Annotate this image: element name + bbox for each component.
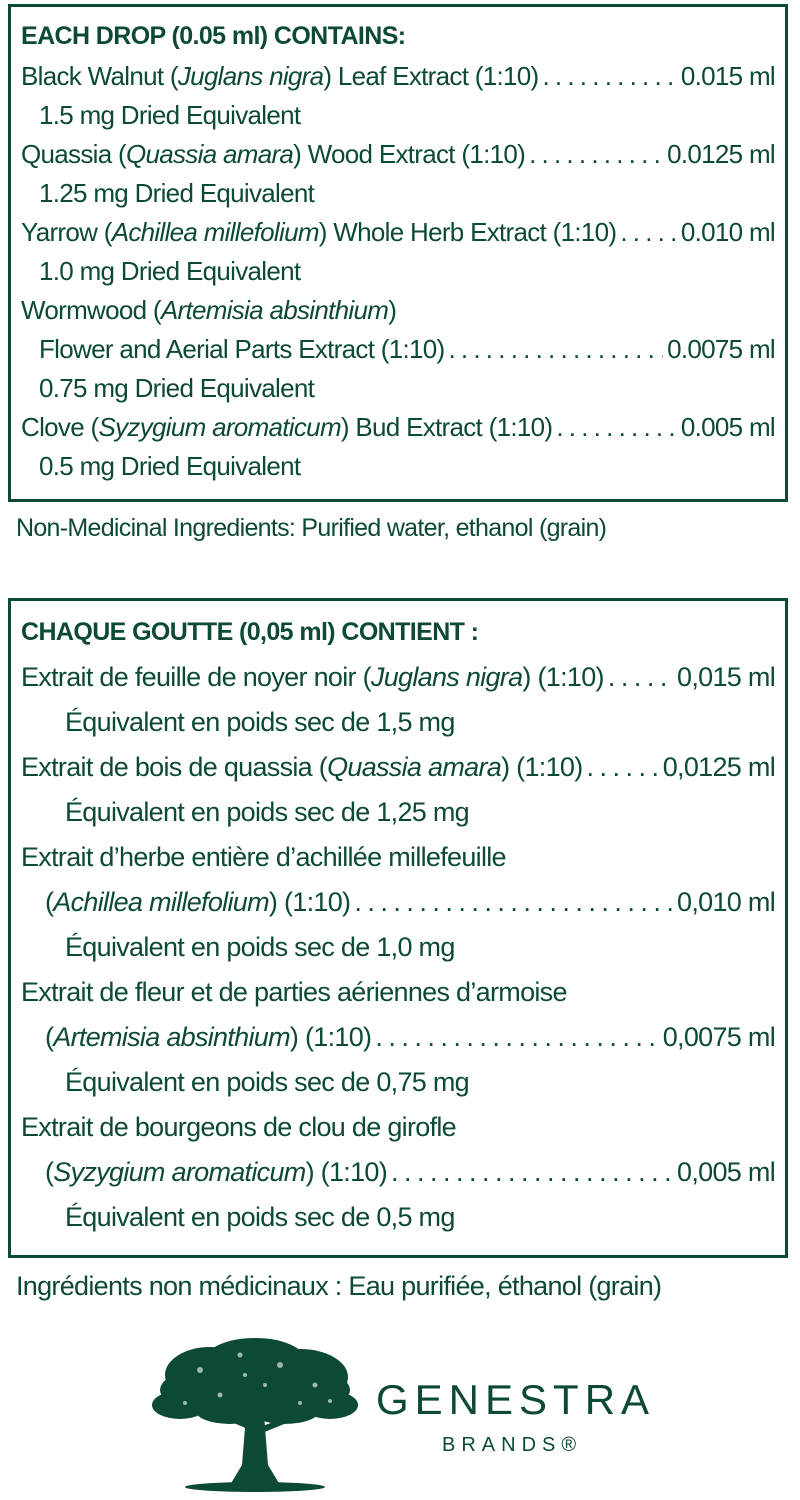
latin-name: Quassia amara <box>327 752 502 782</box>
ingredient-amount: 0.0125 ml <box>667 139 775 169</box>
ingredient-name: Extrait de bois de quassia ( <box>21 752 328 782</box>
ingredient-amount: 0.015 ml <box>680 61 775 91</box>
ingredient-row <box>21 135 775 174</box>
ingredient-row <box>21 57 775 96</box>
ingredient-name: ) <box>388 295 397 325</box>
dot-leader <box>391 1150 673 1195</box>
dried-equivalent: Équivalent en poids sec de 1,5 mg <box>65 707 455 737</box>
ingredient-row-continued <box>21 330 775 369</box>
ingredient-name: Clove ( <box>21 412 99 442</box>
dot-leader <box>608 655 673 700</box>
brand-subtitle: BRANDS® <box>442 1434 583 1456</box>
ingredient-name: Black Walnut ( <box>21 61 178 91</box>
dried-equivalent: Équivalent en poids sec de 1,0 mg <box>65 932 455 962</box>
ingredient-name: ) Wood Extract (1:10) <box>293 139 526 169</box>
latin-name: Syzygium aromaticum <box>53 1157 306 1187</box>
ingredient-amount: 0,0125 ml <box>662 752 775 782</box>
dried-equivalent: 1.5 mg Dried Equivalent <box>39 100 301 130</box>
ingredient-amount: 0.005 ml <box>680 412 775 442</box>
ingredient-amount: 0.0075 ml <box>667 334 775 364</box>
dried-equivalent: 0.75 mg Dried Equivalent <box>39 373 315 403</box>
brand-name: GENESTRA <box>376 1376 656 1423</box>
ingredient-name: Yarrow ( <box>21 217 112 247</box>
brand-logo <box>150 1335 670 1495</box>
oak-tree-icon <box>150 1335 360 1495</box>
latin-name: Achillea millefolium <box>111 217 319 247</box>
ingredient-name: ) Bud Extract (1:10) <box>340 412 553 442</box>
french-ingredients-panel <box>8 598 788 1258</box>
latin-name: Artemisia absinthium <box>160 295 389 325</box>
ingredient-row-continued: (Syzygium aromaticum) (1:10) . . . 0,005 ml <box>21 1150 775 1195</box>
dried-equivalent: Équivalent en poids sec de 1,25 mg <box>65 797 469 827</box>
ingredient-name: Wormwood ( <box>21 295 161 325</box>
ingredient-amount: 0,005 ml <box>677 1157 775 1187</box>
dot-leader <box>587 745 659 790</box>
dot-leader <box>375 1015 658 1060</box>
dried-equivalent: Équivalent en poids sec de 0,5 mg <box>65 1202 455 1232</box>
ingredient-name: ) (1:10) <box>501 752 583 782</box>
non-medicinal-ingredients-fr: Ingrédients non médicinaux : Eau purifiée, éthanol (grain) <box>16 1271 662 1301</box>
ingredient-row <box>21 213 775 252</box>
ingredient-name: Quassia ( <box>21 139 126 169</box>
latin-name: Juglans nigra <box>177 61 324 91</box>
dried-equivalent: Équivalent en poids sec de 0,75 mg <box>65 1067 469 1097</box>
ingredient-name: Flower and Aerial Parts Extract (1:10) <box>39 334 445 364</box>
ingredient-row <box>21 970 775 1015</box>
latin-name: Quassia amara <box>125 139 294 169</box>
latin-name: Syzygium aromaticum <box>98 412 341 442</box>
ingredient-name: Extrait d’herbe entière d’achillée millefeuille <box>21 842 506 872</box>
english-heading: EACH DROP (0.05 ml) CONTAINS: <box>21 22 406 50</box>
non-medicinal-ingredients-en: Non-Medicinal Ingredients: Purified water, ethanol (grain) <box>16 514 607 542</box>
latin-name: Artemisia absinthium <box>53 1022 290 1052</box>
dried-equivalent: 0.5 mg Dried Equivalent <box>39 451 301 481</box>
dot-leader <box>529 135 663 174</box>
ingredient-amount: 0.010 ml <box>680 217 775 247</box>
dried-equivalent: 1.25 mg Dried Equivalent <box>39 178 315 208</box>
english-ingredients-panel <box>8 4 788 502</box>
french-heading: CHAQUE GOUTTE (0,05 ml) CONTIENT : <box>21 618 479 646</box>
ingredient-name: ) Leaf Extract (1:10) <box>323 61 539 91</box>
ingredient-row <box>21 1105 775 1150</box>
dot-leader <box>542 57 676 96</box>
dot-leader <box>556 408 677 447</box>
ingredient-row <box>21 291 775 330</box>
ingredient-row <box>21 655 775 700</box>
ingredient-row <box>21 745 775 790</box>
ingredient-name: ) Whole Herb Extract (1:10) <box>318 217 617 247</box>
ingredient-row-continued: (Achillea millefolium) (1:10) . . . 0,010 ml <box>21 880 775 925</box>
ingredient-amount: 0,010 ml <box>677 887 775 917</box>
ingredient-amount: 0,015 ml <box>677 662 775 692</box>
ingredient-name: ) (1:10) <box>522 662 604 692</box>
ingredient-row-continued: (Artemisia absinthium) (1:10) . . . 0,0075 ml <box>21 1015 775 1060</box>
latin-name: Achillea millefolium <box>53 887 269 917</box>
latin-name: Juglans nigra <box>370 662 523 692</box>
ingredient-name: Extrait de fleur et de parties aériennes d’armoise <box>21 977 567 1007</box>
dot-leader <box>620 213 677 252</box>
ingredient-row <box>21 835 775 880</box>
ingredient-amount: 0,0075 ml <box>662 1022 775 1052</box>
ingredient-row <box>21 408 775 447</box>
ingredient-name: Extrait de bourgeons de clou de girofle <box>21 1112 456 1142</box>
dot-leader <box>448 330 663 369</box>
dot-leader <box>354 880 673 925</box>
dried-equivalent: 1.0 mg Dried Equivalent <box>39 256 301 286</box>
ingredient-name: Extrait de feuille de noyer noir ( <box>21 662 371 692</box>
